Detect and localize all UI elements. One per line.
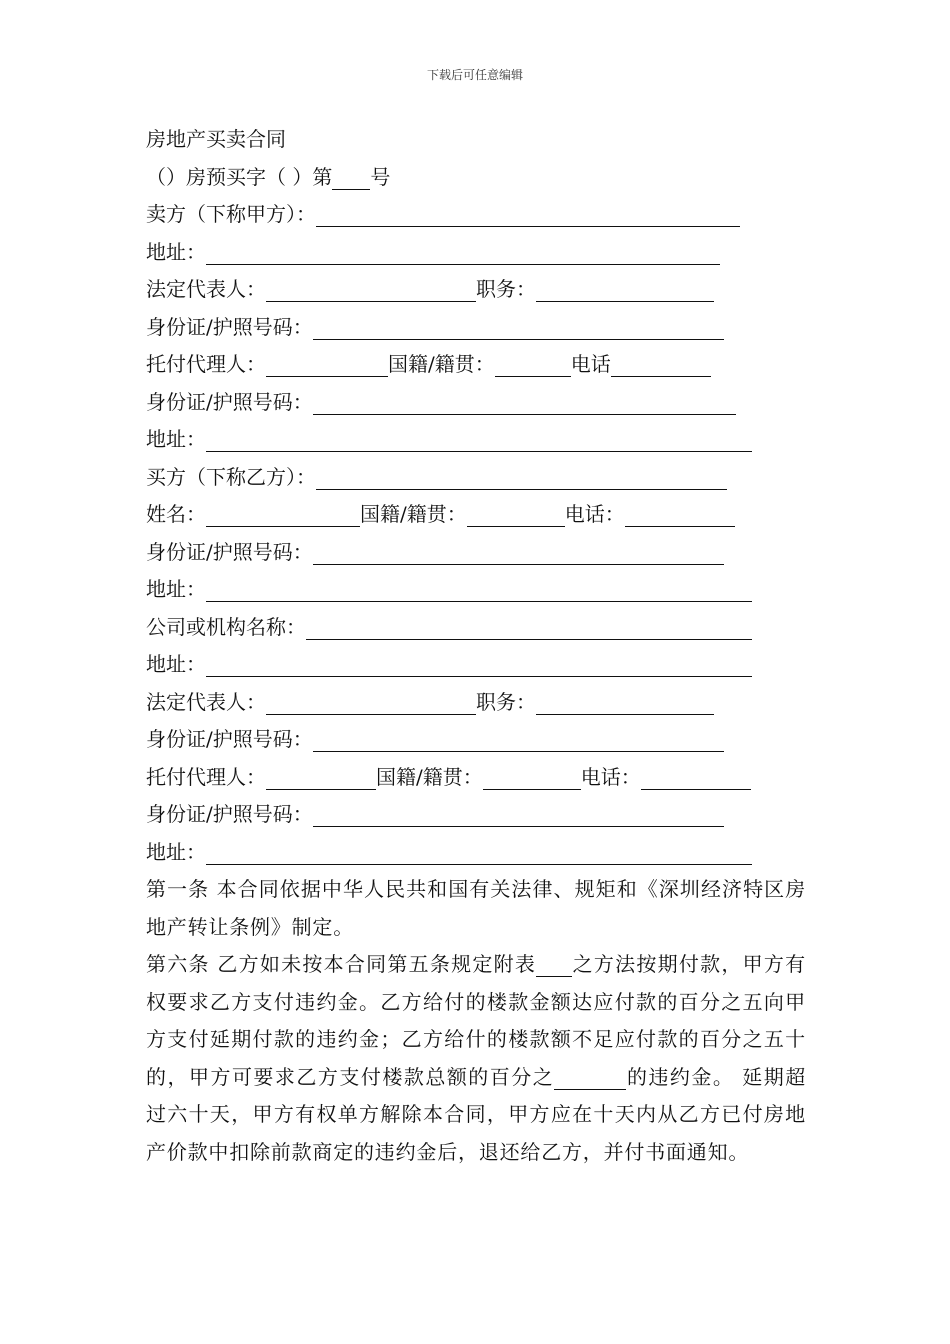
field-label: 地址： [146,577,206,601]
contract-body [146,121,806,1171]
seller-agent-address-blank[interactable] [206,429,752,452]
reference-suffix: 号 [370,164,391,189]
field-label: 国籍/籍贯： [360,502,467,526]
buyer-phone-blank[interactable] [625,504,735,527]
page-header: 下载后可任意编辑 [426,68,523,82]
field-label: 买方（下称乙方）： [146,464,316,489]
article-6 [146,946,806,1171]
field-label: 地址： [146,839,206,864]
seller-agent-id-field [146,384,806,422]
seller-field [146,196,806,234]
field-label: 地址： [146,652,206,676]
seller-id-blank[interactable] [313,317,724,340]
reference-line [146,159,806,197]
seller-address-blank[interactable] [206,242,720,265]
field-label: 法定代表人： [146,689,266,714]
field-label: 地址： [146,239,206,264]
field-label: 卖方（下称甲方）： [146,202,316,226]
reference-prefix: （）房预买字（ ）第 [146,164,333,189]
seller-position-blank[interactable] [536,279,714,302]
buyer-position-blank[interactable] [536,692,714,715]
buyer-agent-phone-blank[interactable] [641,767,751,790]
article-6-part3: 的违约金。 延期超过六十天，甲方有权单方解除本合同，甲方应在十天内从乙方已付房地产价款中扣除前款商定的违约金后，退还给乙方，并付书面通知。 [146,1064,807,1164]
buyer-company-address-blank[interactable] [206,654,752,677]
field-label: 身份证/护照号码： [146,389,313,414]
buyer-nationality-blank[interactable] [467,504,565,527]
seller-address-field [146,234,806,272]
seller-agent-field [146,346,806,384]
buyer-legal-rep-field [146,684,806,722]
reference-number-blank[interactable] [332,167,370,190]
contract-title: 房地产买卖合同 [146,127,286,151]
field-label: 法定代表人： [146,277,266,301]
buyer-person-field [146,496,806,534]
buyer-address-field [146,571,806,609]
field-label: 公司或机构名称： [146,614,306,639]
field-label: 电话 [570,352,611,376]
buyer-field [146,459,806,497]
buyer-person-name-blank[interactable] [206,504,360,527]
buyer-agent-field [146,759,806,797]
field-label: 姓名： [146,502,206,526]
article-1: 第一条 本合同依据中华人民共和国有关法律、规矩和《深圳经济特区房地产转让条例》制定。 [146,877,806,939]
buyer-agent-address-field [146,834,806,872]
field-label: 国籍/籍贯： [388,352,495,376]
seller-agent-id-blank[interactable] [313,392,736,415]
field-label: 职务： [476,277,536,301]
percentage-blank[interactable] [554,1067,626,1090]
seller-agent-phone-blank[interactable] [611,354,711,377]
field-label: 职务： [476,689,536,714]
article-6-part2: 之方法按期付款，甲方有权要求乙方支付违约金。乙方给付的楼款金额达应付款的百分之五向甲方支付延期付款的违约金；乙方给什的楼款额不足应付款的百分之五十的，甲方可要求乙方支付楼款总额的百分之 [146,952,806,1089]
buyer-agent-nationality-blank[interactable] [483,767,581,790]
field-label: 电话： [564,502,625,526]
buyer-legal-rep-blank[interactable] [266,692,476,715]
seller-id-field [146,309,806,347]
buyer-agent-id-field [146,796,806,834]
buyer-company-address-field [146,646,806,684]
schedule-blank[interactable] [536,954,572,977]
field-label: 身份证/护照号码： [146,727,313,751]
field-label: 国籍/籍贯： [376,764,483,789]
buyer-name-blank[interactable] [316,467,727,490]
field-label: 地址： [146,427,206,451]
seller-legal-rep-blank[interactable] [266,279,476,302]
field-label: 身份证/护照号码： [146,802,313,826]
field-label: 身份证/护照号码： [146,539,313,564]
seller-agent-nationality-blank[interactable] [495,354,571,377]
buyer-rep-id-field [146,721,806,759]
field-label: 托付代理人： [146,764,266,789]
buyer-id-field [146,534,806,572]
buyer-agent-id-blank[interactable] [313,804,724,827]
field-label: 托付代理人： [146,352,266,376]
buyer-agent-address-blank[interactable] [206,842,752,865]
seller-legal-rep-field [146,271,806,309]
buyer-company-blank[interactable] [306,617,752,640]
seller-agent-blank[interactable] [266,354,388,377]
field-label: 身份证/护照号码： [146,314,313,339]
buyer-company-field [146,609,806,647]
field-label: 电话： [580,764,641,789]
article-6-part1: 第六条 乙方如未按本合同第五条规定附表 [146,952,537,976]
buyer-rep-id-blank[interactable] [313,729,724,752]
buyer-id-blank[interactable] [313,542,724,565]
seller-agent-address-field [146,421,806,459]
buyer-agent-blank[interactable] [266,767,376,790]
buyer-address-blank[interactable] [206,579,752,602]
seller-name-blank[interactable] [316,204,740,227]
